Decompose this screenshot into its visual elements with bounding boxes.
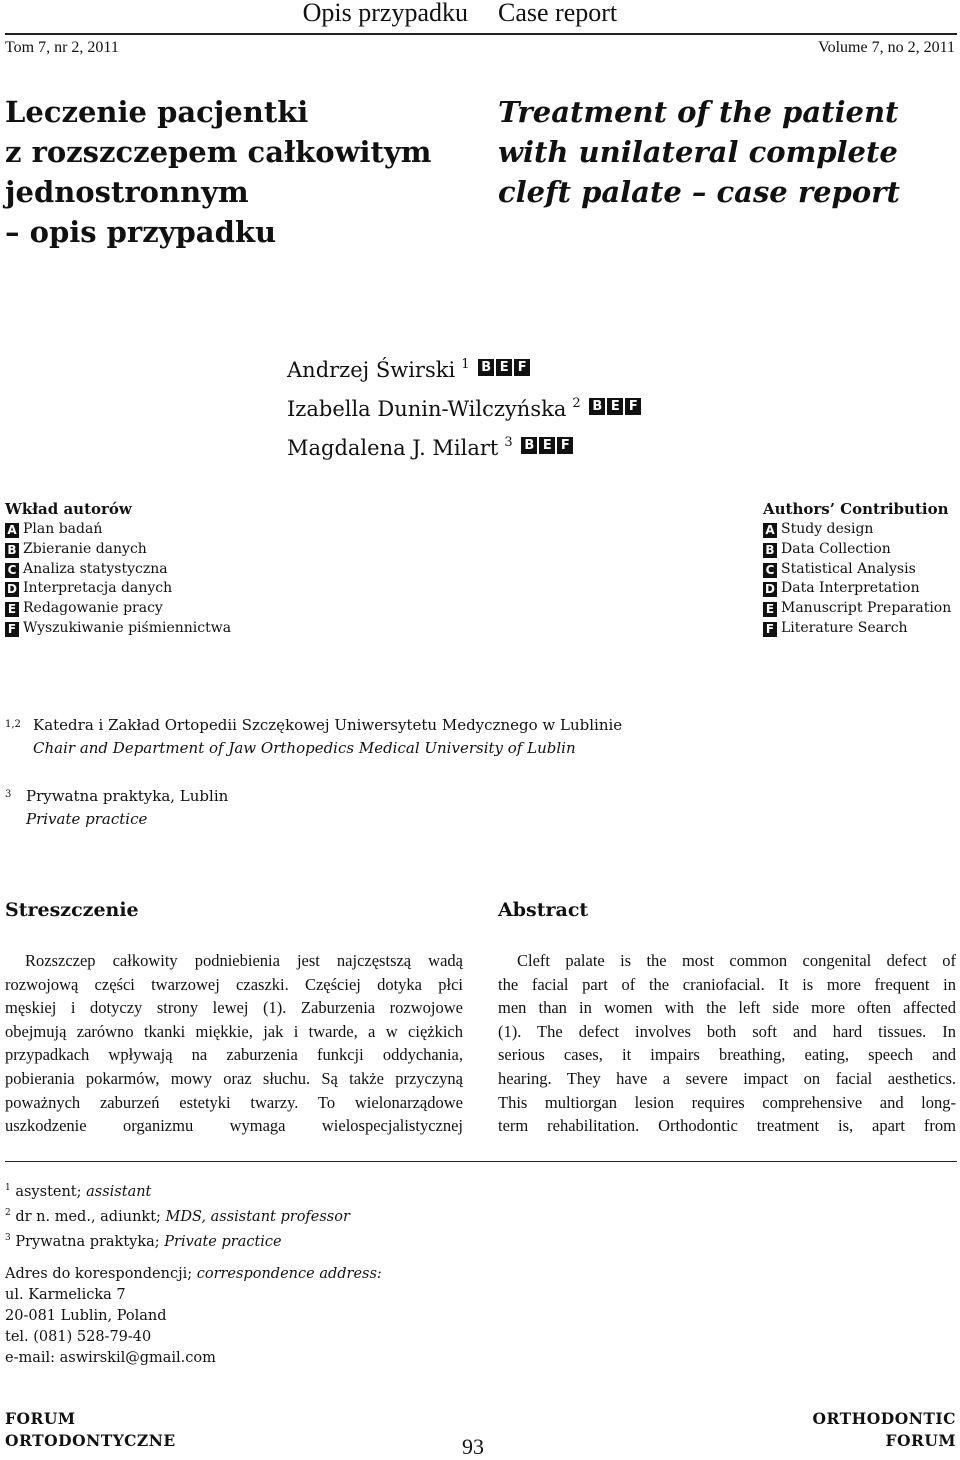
section-label-pl: Opis przypadku: [302, 0, 468, 27]
abstract-line: Rozszczep całkowity podniebienia jest najczęstszą wadą: [25, 951, 463, 970]
footnote: [5, 1178, 350, 1203]
abstract-line: the facial part of the craniofacial. It is more frequent in: [498, 974, 956, 994]
contribution-legend-en: [763, 499, 951, 639]
author-affiliation: 2: [572, 396, 581, 411]
author-list: [287, 348, 641, 465]
contribution-letter: B: [5, 543, 19, 558]
footnote-number: 3: [5, 1232, 11, 1243]
journal-name-line: FORUM: [885, 1431, 956, 1450]
title-pl-line: jednostronnym: [5, 175, 249, 209]
contribution-item: [5, 520, 231, 540]
section-label-en: Case report: [498, 0, 618, 27]
abstract-heading-en: Abstract: [498, 899, 589, 921]
contribution-item: [763, 540, 951, 560]
title-pl: [5, 92, 455, 252]
footnote-rule: [5, 1161, 957, 1162]
contribution-item: [763, 599, 951, 619]
abstract-line: serious cases, it impairs breathing, eating, speech and: [498, 1045, 956, 1065]
abstract-line: term rehabilitation. Orthodontic treatment is, apart from: [498, 1116, 956, 1136]
author: [287, 426, 641, 465]
correspondence-email: e-mail: aswirskil@gmail.com: [5, 1350, 216, 1366]
title-pl-line: Leczenie pacjentki: [5, 95, 309, 129]
abstract-line: men than in women with the left side more often affected: [498, 998, 956, 1018]
correspondence-label-pl: Adres do korespondencji;: [5, 1266, 193, 1282]
correspondence-label-en: correspondence address:: [196, 1266, 382, 1282]
affiliation-en: Private practice: [26, 810, 148, 828]
author: [287, 387, 641, 426]
affiliation-number: 1,2: [5, 719, 21, 730]
abstract-line: uszkodzenie organizmu wymaga wielospecjalistycznej: [5, 1116, 463, 1136]
correspondence-city: 20-081 Lublin, Poland: [5, 1308, 167, 1324]
contribution-text: Plan badań: [23, 521, 103, 537]
contribution-legend-pl: [5, 499, 231, 639]
contribution-text: Data Collection: [781, 540, 891, 557]
footnotes: [5, 1178, 350, 1252]
correspondence-block: [5, 1264, 382, 1369]
footnote-pl: asystent;: [15, 1183, 82, 1200]
contribution-letter: F: [763, 622, 777, 637]
abstract-body-en: [498, 949, 956, 1138]
title-pl-line: – opis przypadku: [5, 215, 277, 249]
footnote-en: Private practice: [164, 1233, 282, 1250]
contribution-letter: B: [763, 543, 777, 558]
volume-en: Volume 7, no 2, 2011: [818, 39, 955, 56]
header-rule: [5, 33, 957, 35]
abstract-body-pl: [5, 949, 463, 1138]
author-name: Magdalena J. Milart: [287, 436, 499, 460]
abstract-line: pobierania pokarmów, mowy oraz słuchu. Są także przyczyną: [5, 1068, 463, 1088]
contribution-item: [5, 579, 231, 599]
affiliation: [5, 713, 21, 740]
author-name: Andrzej Świrski: [287, 358, 456, 382]
title-en: [498, 92, 958, 212]
affiliation-en: Chair and Department of Jaw Orthopedics Medical University of Lublin: [33, 739, 576, 757]
role-badge: B: [521, 437, 537, 454]
page-number: 93: [462, 1434, 484, 1459]
footnote-en: MDS, assistant professor: [165, 1208, 350, 1225]
affiliation-text: [33, 714, 622, 760]
journal-name-line: ORTHODONTIC: [812, 1409, 956, 1428]
contribution-heading-en: Authors’ Contribution: [763, 500, 949, 518]
abstract-line: hearing. They have a severe impact on facial aesthetics.: [498, 1068, 956, 1088]
contribution-item: [763, 619, 951, 639]
abstract-line: This multiorgan lesion requires comprehensive and long-: [498, 1092, 956, 1112]
footnote: [5, 1228, 350, 1253]
abstract-line: Cleft palate is the most common congenital defect of: [517, 951, 956, 970]
running-header: [0, 0, 960, 30]
contribution-text: Redagowanie pracy: [23, 600, 163, 617]
contribution-item: [5, 619, 231, 639]
role-badge: F: [625, 398, 641, 415]
contribution-text: Analiza statystyczna: [23, 560, 168, 577]
correspondence-street: ul. Karmelicka 7: [5, 1287, 126, 1303]
author-name: Izabella Dunin-Wilczyńska: [287, 397, 567, 421]
abstract-line: obejmują zarówno tkanki miękkie, jak i twarde, a w ciężkich: [5, 1021, 463, 1041]
footnote-number: 1: [5, 1183, 11, 1193]
contribution-letter: C: [763, 563, 777, 578]
affiliation-number: 3: [5, 789, 12, 800]
footnote-en: assistant: [86, 1183, 152, 1200]
footnote: [5, 1203, 350, 1228]
affiliation-pl: Katedra i Zakład Ortopedii Szczękowej Uniwersytetu Medycznego w Lublinie: [33, 716, 623, 734]
contribution-text: Interpretacja danych: [23, 580, 173, 597]
contribution-text: Study design: [781, 521, 874, 537]
affiliation-pl: Prywatna praktyka, Lublin: [26, 787, 229, 805]
contribution-text: Wyszukiwanie piśmiennictwa: [23, 619, 232, 636]
footnote-number: 2: [5, 1207, 11, 1218]
contribution-text: Literature Search: [781, 619, 908, 636]
contribution-item: [763, 579, 951, 599]
contribution-text: Statistical Analysis: [781, 560, 916, 577]
abstract-line: przypadkach wpływają na zaburzenia funkcji oddychania,: [5, 1045, 463, 1065]
affiliation-text: [26, 785, 228, 831]
abstract-line: (1). The defect involves both soft and hard tissues. In: [498, 1021, 956, 1041]
contribution-text: Manuscript Preparation: [781, 600, 952, 617]
role-badge: B: [589, 398, 605, 415]
contribution-text: Data Interpretation: [781, 580, 920, 597]
contribution-item: [763, 560, 951, 580]
correspondence-phone: tel. (081) 528-79-40: [5, 1329, 152, 1345]
contribution-letter: E: [763, 602, 777, 617]
journal-name-pl: [5, 1408, 176, 1452]
contribution-letter: C: [5, 563, 19, 578]
author-affiliation: 1: [461, 357, 470, 372]
contribution-item: [5, 599, 231, 619]
journal-name-line: FORUM: [5, 1409, 76, 1428]
footnote-pl: dr n. med., adiunkt;: [15, 1208, 161, 1225]
contribution-letter: E: [5, 602, 19, 617]
abstract-line: poważnych zaburzeń estetyki twarzy. To wielonarządowe: [5, 1092, 463, 1112]
journal-name-en: [812, 1408, 956, 1452]
contribution-heading-pl: Wkład autorów: [5, 500, 132, 518]
correspondence-label: [5, 1264, 382, 1285]
role-badge: F: [514, 359, 530, 376]
author-affiliation: 3: [504, 435, 513, 450]
abstract-line: rozwojową części twarzowej czaszki. Częściej dotyka płci: [5, 974, 463, 994]
author: [287, 348, 641, 387]
contribution-item: [5, 560, 231, 580]
contribution-letter: D: [763, 582, 777, 597]
abstract-heading-pl: Streszczenie: [5, 899, 139, 921]
volume-pl: Tom 7, nr 2, 2011: [5, 39, 119, 56]
title-pl-line: z rozszczepem całkowitym: [5, 135, 432, 169]
affiliation: [5, 783, 11, 810]
role-badge: B: [478, 359, 494, 376]
journal-name-line: ORTODONTYCZNE: [5, 1431, 176, 1450]
role-badge: E: [539, 437, 555, 454]
title-en-line: Treatment of the patient: [498, 95, 899, 129]
contribution-letter: D: [5, 582, 19, 597]
role-badge: E: [496, 359, 512, 376]
contribution-item: [5, 540, 231, 560]
title-en-line: cleft palate – case report: [498, 175, 900, 209]
title-en-line: with unilateral complete: [498, 135, 898, 169]
role-badge: E: [607, 398, 623, 415]
contribution-text: Zbieranie danych: [23, 540, 147, 557]
contribution-letter: F: [5, 622, 19, 637]
contribution-letter: A: [763, 523, 777, 538]
footnote-pl: Prywatna praktyka;: [15, 1233, 160, 1250]
role-badge: F: [557, 437, 573, 454]
contribution-item: [763, 520, 951, 540]
abstract-line: męskiej i dotyczy strony lewej (1). Zaburzenia rozwojowe: [5, 998, 463, 1018]
contribution-letter: A: [5, 523, 19, 538]
